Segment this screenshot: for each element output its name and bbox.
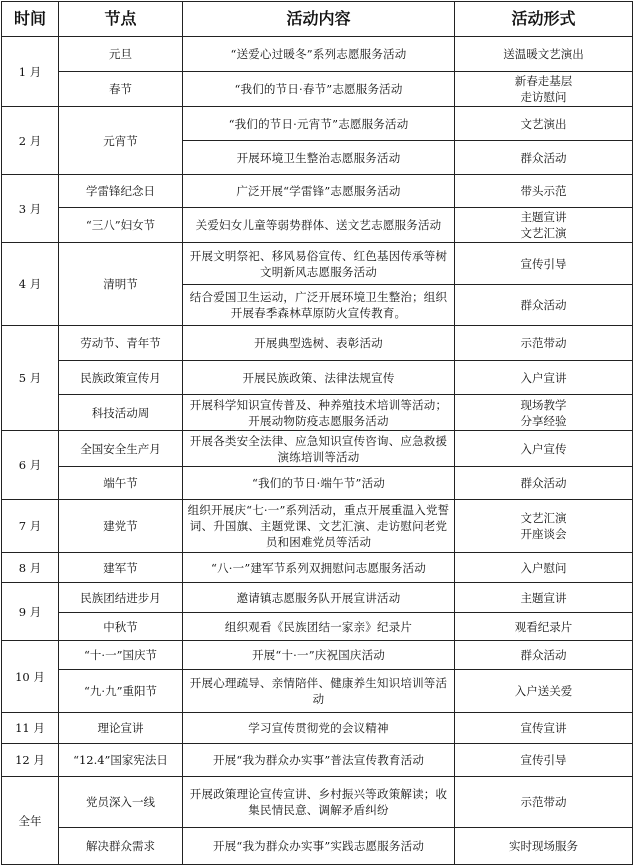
table-row bbox=[2, 553, 633, 583]
content-cell: 开展“我为群众办实事”普法宣传教育活动 bbox=[183, 744, 455, 777]
header-time: 时间 bbox=[2, 2, 59, 37]
form-cell: 入户宣传 bbox=[455, 431, 633, 467]
node-cell: “九·九”重阳节 bbox=[59, 670, 183, 713]
node-cell: 解决群众需求 bbox=[59, 828, 183, 865]
node-cell: 元旦 bbox=[59, 37, 183, 72]
content-cell: 开展文明祭祀、移风易俗宣传、红色基因传承等树文明新风志愿服务活动 bbox=[183, 243, 455, 285]
node-cell: 建军节 bbox=[59, 553, 183, 583]
table-row bbox=[2, 583, 633, 613]
table-row bbox=[2, 744, 633, 777]
node-cell: 劳动节、青年节 bbox=[59, 326, 183, 361]
node-cell: 理论宣讲 bbox=[59, 713, 183, 744]
table-row bbox=[2, 777, 633, 828]
table-row bbox=[2, 107, 633, 141]
form-cell: 宣传引导 bbox=[455, 243, 633, 285]
table-row bbox=[2, 37, 633, 72]
month-cell: 11 月 bbox=[2, 713, 59, 744]
month-cell: 3 月 bbox=[2, 175, 59, 243]
form-cell: 现场教学 分享经验 bbox=[455, 395, 633, 431]
table-row bbox=[2, 395, 633, 431]
node-cell: “三八”妇女节 bbox=[59, 208, 183, 243]
month-cell: 12 月 bbox=[2, 744, 59, 777]
content-cell: “我们的节日·春节”志愿服务活动 bbox=[183, 72, 455, 107]
table-row bbox=[2, 175, 633, 208]
node-cell: 建党节 bbox=[59, 500, 183, 553]
node-cell: 元宵节 bbox=[59, 107, 183, 175]
table-row bbox=[2, 208, 633, 243]
content-cell: 结合爱国卫生运动，广泛开展环境卫生整治；组织开展春季森林草原防火宣传教育。 bbox=[183, 285, 455, 326]
node-cell: 春节 bbox=[59, 72, 183, 107]
content-cell: “送爱心过暖冬”系列志愿服务活动 bbox=[183, 37, 455, 72]
table-row bbox=[2, 467, 633, 500]
node-cell: 全国安全生产月 bbox=[59, 431, 183, 467]
node-cell: 党员深入一线 bbox=[59, 777, 183, 828]
node-cell: 中秋节 bbox=[59, 613, 183, 641]
table-row bbox=[2, 713, 633, 744]
month-cell: 2 月 bbox=[2, 107, 59, 175]
node-cell: 民族团结进步月 bbox=[59, 583, 183, 613]
form-cell: 入户慰问 bbox=[455, 553, 633, 583]
content-cell: 广泛开展“学雷锋”志愿服务活动 bbox=[183, 175, 455, 208]
node-cell: 民族政策宣传月 bbox=[59, 361, 183, 395]
table-row bbox=[2, 500, 633, 553]
form-cell: 主题宣讲 bbox=[455, 583, 633, 613]
form-cell: 文艺汇演 开座谈会 bbox=[455, 500, 633, 553]
node-cell: 清明节 bbox=[59, 243, 183, 326]
header-form: 活动形式 bbox=[455, 2, 633, 37]
table-row bbox=[2, 828, 633, 865]
node-cell: 学雷锋纪念日 bbox=[59, 175, 183, 208]
month-cell: 9 月 bbox=[2, 583, 59, 641]
table-row bbox=[2, 361, 633, 395]
content-cell: 开展“十·一”庆祝国庆活动 bbox=[183, 641, 455, 670]
content-cell: 开展典型选树、表彰活动 bbox=[183, 326, 455, 361]
content-cell: “八·一”建军节系列双拥慰问志愿服务活动 bbox=[183, 553, 455, 583]
form-cell: 宣传引导 bbox=[455, 744, 633, 777]
node-cell: “十·一”国庆节 bbox=[59, 641, 183, 670]
form-cell: 入户送关爱 bbox=[455, 670, 633, 713]
month-cell: 7 月 bbox=[2, 500, 59, 553]
table-row bbox=[2, 431, 633, 467]
month-cell: 1 月 bbox=[2, 37, 59, 107]
table-row bbox=[2, 670, 633, 713]
form-cell: 实时现场服务 bbox=[455, 828, 633, 865]
form-cell: 示范带动 bbox=[455, 326, 633, 361]
content-cell: 开展环境卫生整治志愿服务活动 bbox=[183, 141, 455, 175]
form-cell: 带头示范 bbox=[455, 175, 633, 208]
form-cell: 群众活动 bbox=[455, 285, 633, 326]
content-cell: 关爱妇女儿童等弱势群体、送文艺志愿服务活动 bbox=[183, 208, 455, 243]
form-cell: 群众活动 bbox=[455, 467, 633, 500]
node-cell: 端午节 bbox=[59, 467, 183, 500]
form-cell: 送温暖文艺演出 bbox=[455, 37, 633, 72]
form-cell: 新春走基层 走访慰问 bbox=[455, 72, 633, 107]
table-row bbox=[2, 613, 633, 641]
activity-schedule-table bbox=[1, 1, 633, 865]
month-cell: 4 月 bbox=[2, 243, 59, 326]
header-node: 节点 bbox=[59, 2, 183, 37]
form-cell: 入户宣讲 bbox=[455, 361, 633, 395]
content-cell: 开展科学知识宣传普及、种养殖技术培训等活动；开展动物防疫志愿服务活动 bbox=[183, 395, 455, 431]
month-cell: 5 月 bbox=[2, 326, 59, 431]
content-cell: 学习宣传贯彻党的会议精神 bbox=[183, 713, 455, 744]
content-cell: 开展心理疏导、亲情陪伴、健康养生知识培训等活动 bbox=[183, 670, 455, 713]
table-row bbox=[2, 243, 633, 285]
form-cell: 文艺演出 bbox=[455, 107, 633, 141]
table-row bbox=[2, 72, 633, 107]
content-cell: 邀请镇志愿服务队开展宣讲活动 bbox=[183, 583, 455, 613]
node-cell: 科技活动周 bbox=[59, 395, 183, 431]
form-cell: 群众活动 bbox=[455, 141, 633, 175]
content-cell: “我们的节日·元宵节”志愿服务活动 bbox=[183, 107, 455, 141]
month-cell: 6 月 bbox=[2, 431, 59, 500]
table-row bbox=[2, 641, 633, 670]
content-cell: 组织观看《民族团结一家亲》纪录片 bbox=[183, 613, 455, 641]
form-cell: 宣传宣讲 bbox=[455, 713, 633, 744]
content-cell: 开展民族政策、法律法规宣传 bbox=[183, 361, 455, 395]
month-cell: 全年 bbox=[2, 777, 59, 865]
form-cell: 主题宣讲 文艺汇演 bbox=[455, 208, 633, 243]
content-cell: “我们的节日·端午节”活动 bbox=[183, 467, 455, 500]
form-cell: 示范带动 bbox=[455, 777, 633, 828]
content-cell: 开展各类安全法律、应急知识宣传咨询、应急救援演练培训等活动 bbox=[183, 431, 455, 467]
content-cell: 开展“我为群众办实事”实践志愿服务活动 bbox=[183, 828, 455, 865]
node-cell: “12.4”国家宪法日 bbox=[59, 744, 183, 777]
header-content: 活动内容 bbox=[183, 2, 455, 37]
form-cell: 观看纪录片 bbox=[455, 613, 633, 641]
content-cell: 组织开展庆“七·一”系列活动，重点开展重温入党誓词、升国旗、主题党课、文艺汇演、走访慰问老党员和困难党员等活动 bbox=[183, 500, 455, 553]
month-cell: 8 月 bbox=[2, 553, 59, 583]
month-cell: 10 月 bbox=[2, 641, 59, 713]
header-row bbox=[2, 2, 633, 37]
content-cell: 开展政策理论宣传宣讲、乡村振兴等政策解读；收集民情民意、调解矛盾纠纷 bbox=[183, 777, 455, 828]
form-cell: 群众活动 bbox=[455, 641, 633, 670]
table-row bbox=[2, 326, 633, 361]
